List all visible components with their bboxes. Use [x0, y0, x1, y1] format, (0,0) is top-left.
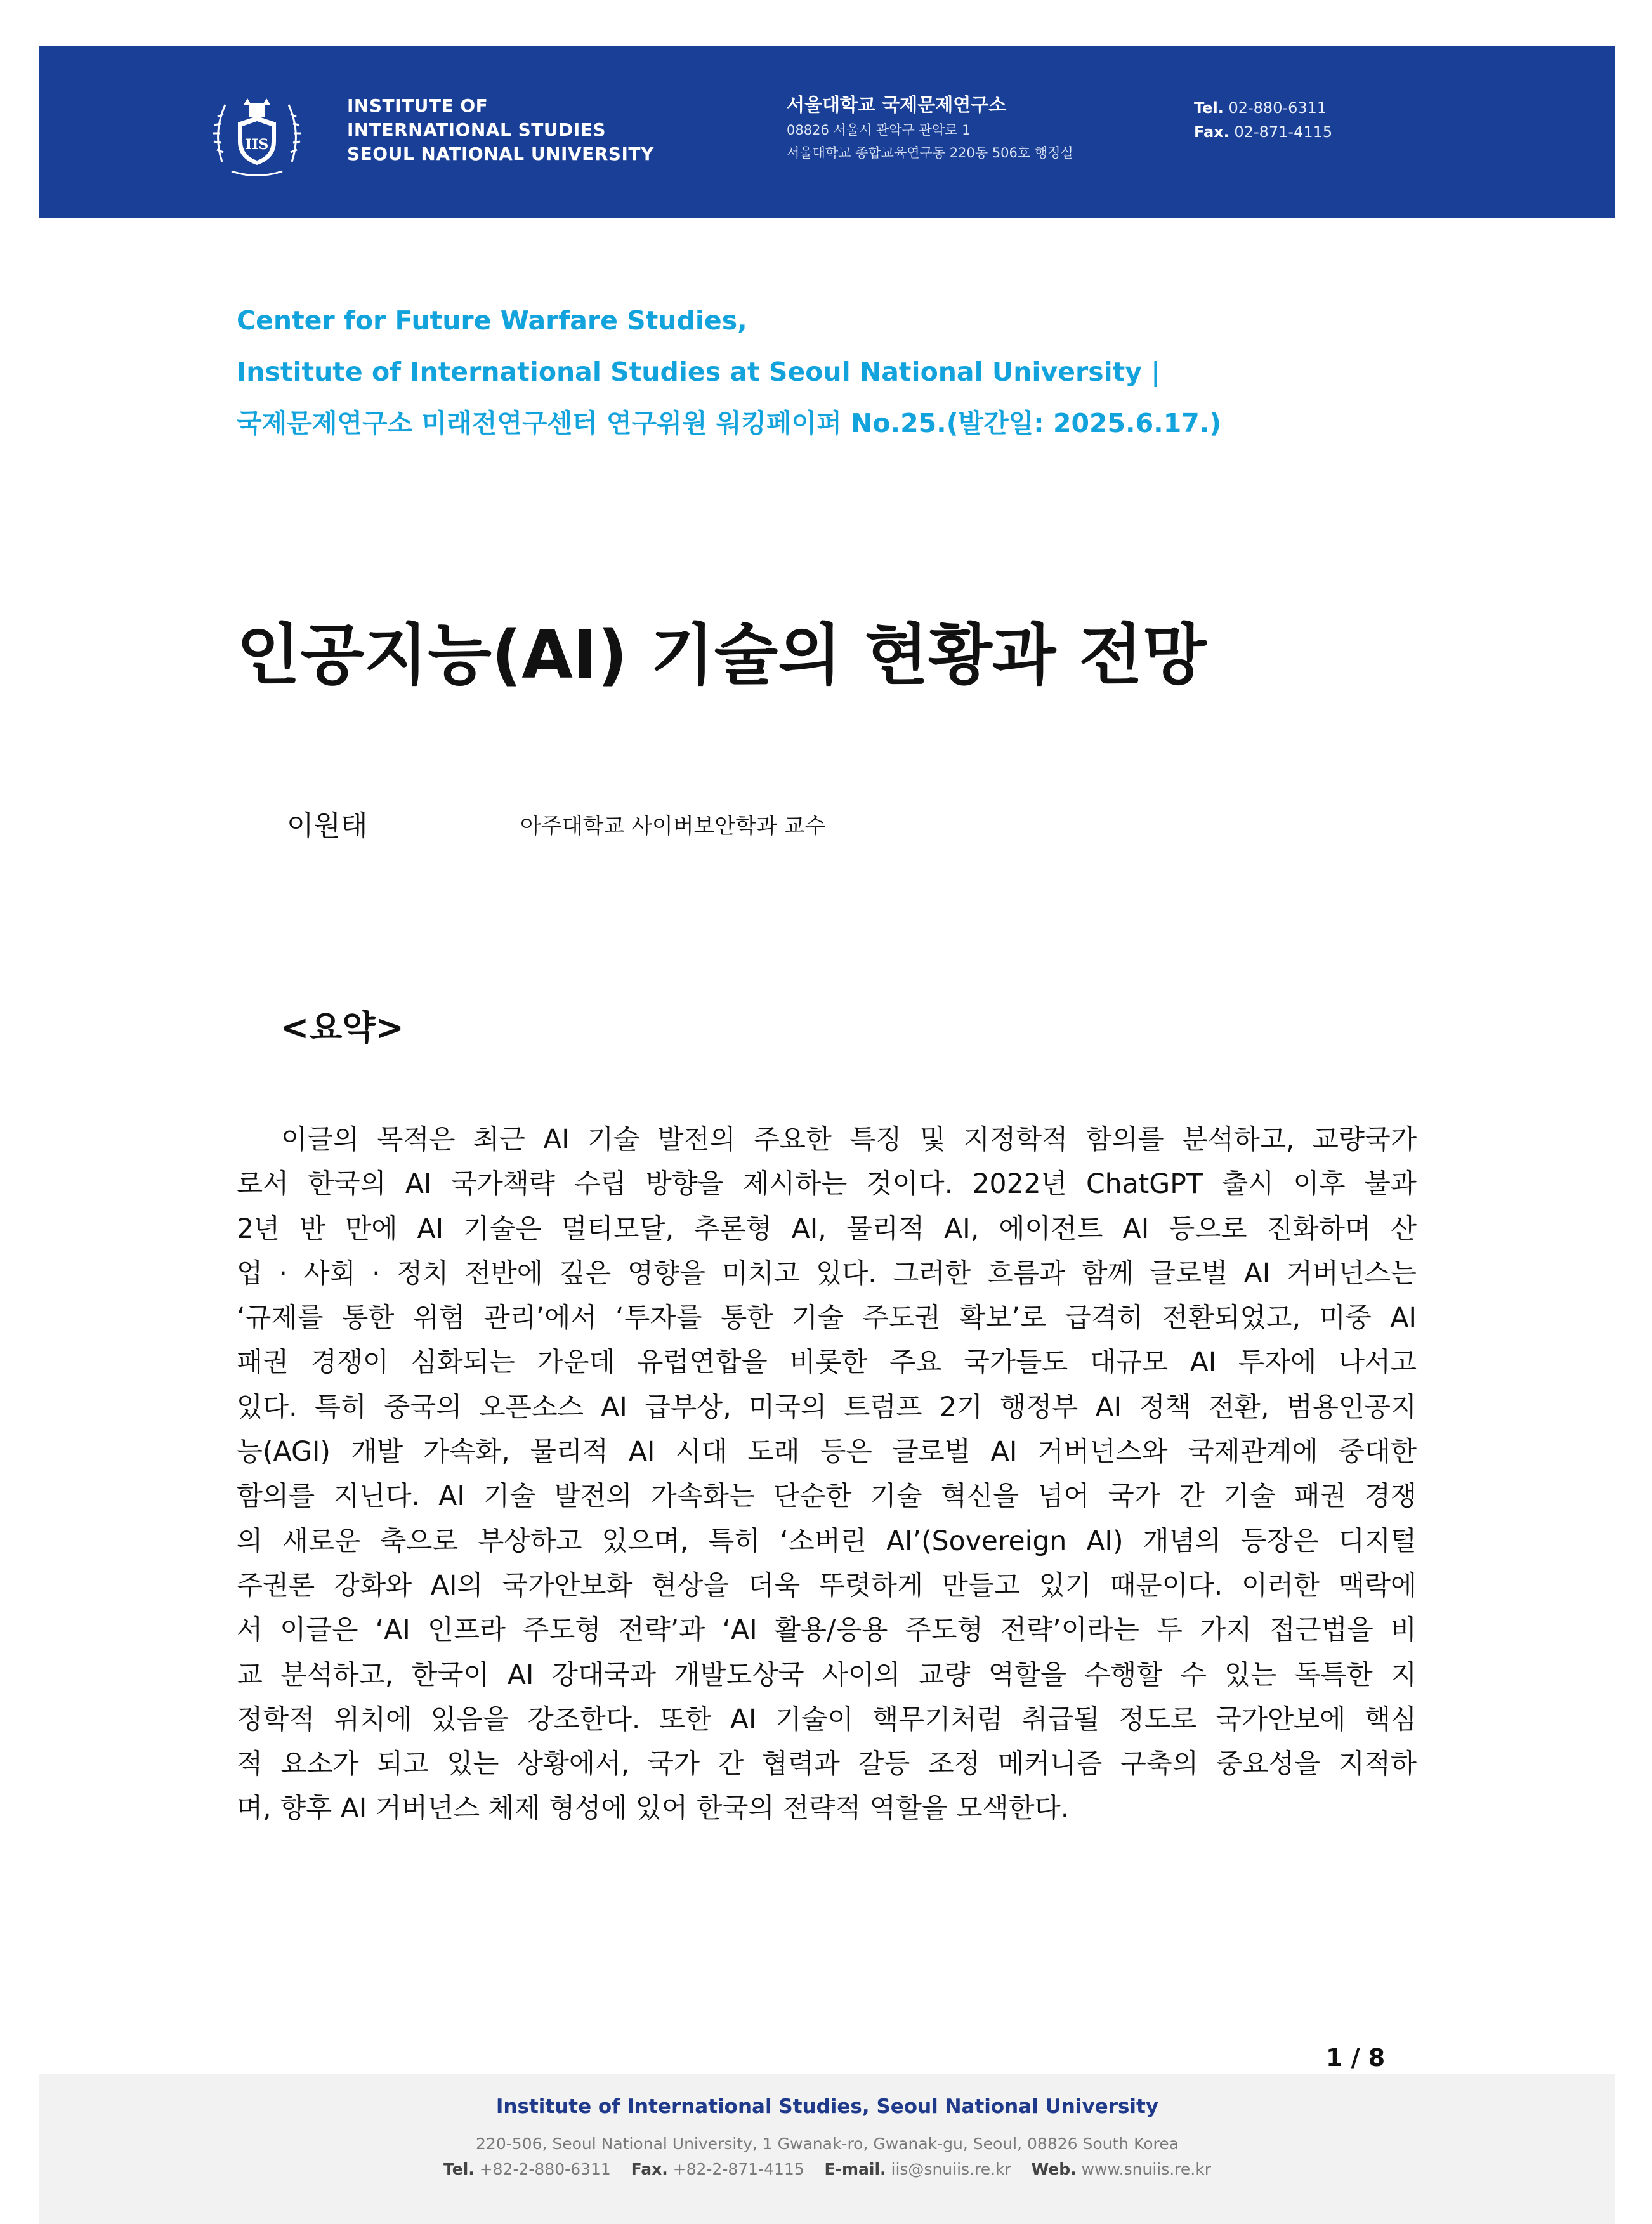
series-line: 국제문제연구소 미래전연구센터 연구위원 워킹페이퍼 No.25.(발간일: 2025.6.17.): [237, 408, 1222, 438]
footer-fax: +82-2-871-4115: [672, 2160, 804, 2178]
abstract-line: 2년 반 만에 AI 기술은 멀티모달, 추론형 AI, 물리적 AI, 에이전트 AI 등으로 진화하며 산: [237, 1213, 1417, 1245]
institute-name-line: INSTITUTE OF: [347, 95, 488, 116]
footer: [39, 2074, 1615, 2224]
header-banner: [39, 46, 1615, 218]
series-line: Institute of International Studies at Seoul National University |: [237, 357, 1161, 387]
institute-name-line: SEOUL NATIONAL UNIVERSITY: [347, 143, 654, 164]
abstract-body: [237, 1118, 1417, 1832]
page-number: 1 / 8: [1326, 2044, 1386, 2072]
abstract-line: 능(AGI) 개발 가속화, 물리적 AI 시대 도래 등은 글로벌 AI 거버넌스와 국제관계에 중대한: [237, 1437, 1417, 1468]
logo-iis-text: IIS: [245, 136, 269, 153]
tel-line: [1194, 96, 1332, 120]
abstract-line: 주권론 강화와 AI의 국가안보화 현상을 더욱 뚜렷하게 만들고 있기 때문이다. 이러한 맥락에: [237, 1570, 1417, 1602]
fax-number: 02-871-4115: [1234, 123, 1333, 141]
footer-contact: [39, 2157, 1615, 2181]
institute-name-kr: 서울대학교 국제문제연구소: [787, 94, 1007, 115]
institute-address-block: [787, 91, 1073, 164]
abstract-line: 로서 한국의 AI 국가책략 수립 방향을 제시하는 것이다. 2022년 ChatGPT 출시 이후 불과: [237, 1169, 1417, 1201]
series-line: Center for Future Warfare Studies,: [237, 305, 747, 336]
author-name: 이원태: [287, 810, 368, 842]
footer-tel: +82-2-880-6311: [479, 2160, 611, 2178]
tel-number: 02-880-6311: [1228, 99, 1327, 117]
abstract-line: 함의를 지닌다. AI 기술 발전의 가속화는 단순한 기술 혁신을 넘어 국가 간 기술 패권 경쟁: [237, 1481, 1417, 1513]
tel-label: Tel.: [1194, 99, 1224, 117]
abstract-line: 정학적 위치에 있음을 강조한다. 또한 AI 기술이 핵무기처럼 취급될 정도로 국가안보에 핵심: [237, 1704, 1417, 1735]
author-affiliation: 아주대학교 사이버보안학과 교수: [520, 813, 826, 839]
fax-line: [1194, 120, 1332, 144]
abstract-heading: <요약>: [280, 1008, 404, 1048]
abstract-line: 며, 향후 AI 거버넌스 체제 형성에 있어 한국의 전략적 역할을 모색한다.: [237, 1793, 1070, 1825]
abstract-line: ‘규제를 통한 위험 관리’에서 ‘투자를 통한 기술 주도권 확보’로 급격히 전환되었고, 미중 AI: [237, 1303, 1417, 1334]
series-info: [237, 295, 1221, 449]
abstract-line: 의 새로운 축으로 부상하고 있으며, 특히 ‘소버린 AI’(Sovereign AI) 개념의 등장은 디지털: [237, 1525, 1417, 1557]
footer-email-label: E-mail.: [824, 2160, 886, 2178]
paper-title: 인공지능(AI) 기술의 현황과 전망: [237, 616, 1207, 694]
institute-name-en: [347, 94, 654, 166]
abstract-line: 업 · 사회 · 정치 전반에 깊은 영향을 미치고 있다. 그러한 흐름과 함께 글로벌 AI 거버넌스는: [237, 1258, 1417, 1289]
footer-institute: Institute of International Studies, Seoul National University: [495, 2095, 1159, 2118]
abstract-line: 패권 경쟁이 심화되는 가운데 유럽연합을 비롯한 주요 국가들도 대규모 AI 투자에 나서고: [237, 1347, 1417, 1379]
snu-emblem-icon: [209, 86, 305, 181]
abstract-line: 서 이글은 ‘AI 인프라 주도형 전략’과 ‘AI 활용/응용 주도형 전략’이라는 두 가지 접근법을 비: [237, 1615, 1417, 1647]
footer-address: 220-506, Seoul National University, 1 Gwanak-ro, Gwanak-gu, Seoul, 08826 South Korea: [476, 2135, 1179, 2153]
abstract-line: 이글의 목적은 최근 AI 기술 발전의 주요한 특징 및 지정학적 함의를 분석하고, 교량국가: [281, 1124, 1417, 1155]
abstract-line: 있다. 특히 중국의 오픈소스 AI 급부상, 미국의 트럼프 2기 행정부 AI 정책 전환, 범용인공지: [237, 1392, 1417, 1423]
footer-web-label: Web.: [1031, 2160, 1077, 2178]
institute-name-line: INTERNATIONAL STUDIES: [347, 119, 606, 140]
abstract-line: 적 요소가 되고 있는 상황에서, 국가 간 협력과 갈등 조정 메커니즘 구축의 중요성을 지적하: [237, 1749, 1417, 1780]
footer-tel-label: Tel.: [443, 2160, 475, 2178]
footer-email-link[interactable]: iis@snuiis.re.kr: [891, 2160, 1011, 2178]
footer-web-link[interactable]: www.snuiis.re.kr: [1081, 2160, 1211, 2178]
footer-fax-label: Fax.: [631, 2160, 668, 2178]
address-line: 08826 서울시 관악구 관악로 1: [787, 122, 971, 138]
contact-block: [1194, 96, 1332, 144]
fax-label: Fax.: [1194, 123, 1229, 141]
address-line: 서울대학교 종합교육연구동 220동 506호 행정실: [787, 145, 1073, 161]
abstract-line: 교 분석하고, 한국이 AI 강대국과 개발도상국 사이의 교량 역할을 수행할 수 있는 독특한 지: [237, 1659, 1417, 1691]
